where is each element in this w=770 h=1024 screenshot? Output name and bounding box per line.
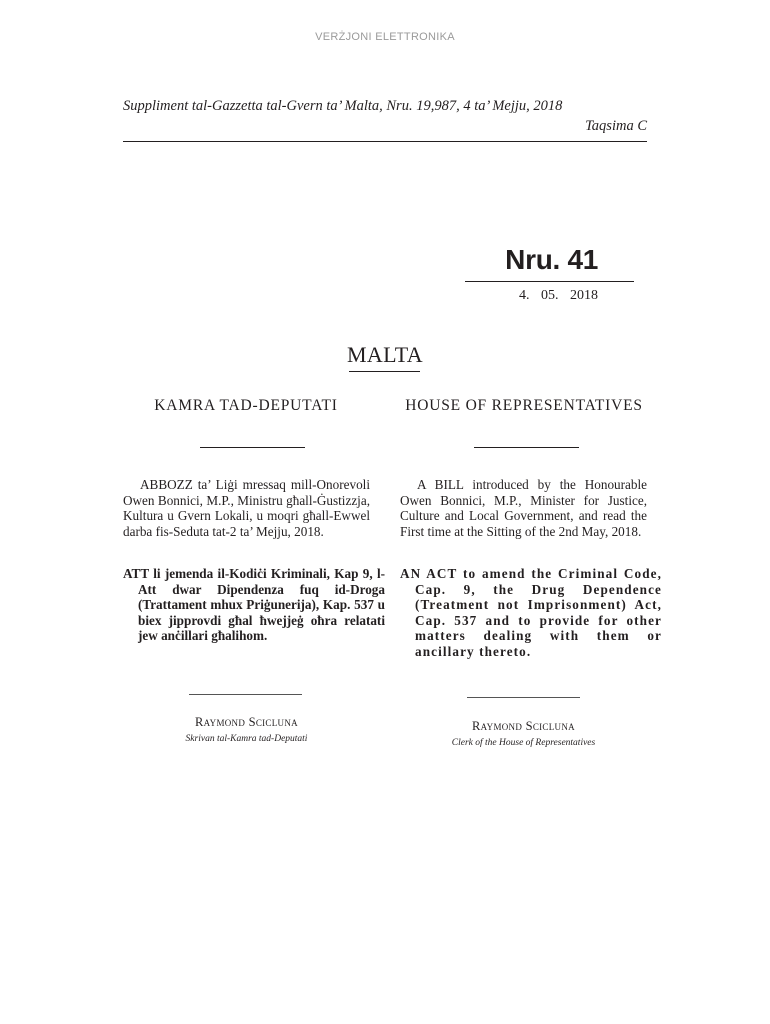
electronic-version-watermark: VERŻJONI ELETTRONIKA (315, 31, 455, 43)
bill-number-rule (465, 281, 634, 282)
country-heading: MALTA (347, 342, 423, 367)
english-bill-intro: A BILL introduced by the Honourable Owen Bonnici, M.P., Minister for Justice, Culture and Local Government, and read the First time at the Sitting of the 2nd May, 2018. (400, 477, 647, 539)
english-signatory-name: Raymond Scicluna (472, 719, 575, 733)
bill-date: 4. 05. 2018 (519, 288, 598, 303)
country-heading-rule (349, 371, 420, 372)
english-house-heading: HOUSE OF REPRESENTATIVES (405, 397, 643, 414)
maltese-bill-intro: ABBOZZ ta’ Liġi mressaq mill-Onorevoli Owen Bonnici, M.P., Ministru għall-Ġustizzja, Kultura u Gvern Lokali, u moqri għall-Ewwel darba fis-Seduta tat-2 ta’ Mejju, 2018. (123, 477, 370, 539)
maltese-house-heading: KAMRA TAD-DEPUTATI (154, 397, 338, 414)
maltese-signature-rule (189, 694, 302, 695)
maltese-signatory-name: Raymond Scicluna (195, 715, 298, 729)
gazette-supplement-line: Suppliment tal-Gazzetta tal-Gvern ta’ Malta, Nru. 19,987, 4 ta’ Mejju, 2018 (123, 98, 563, 114)
english-signature-rule (467, 697, 580, 698)
english-bill-title: AN ACT to amend the Criminal Code, Cap. 9, the Drug Dependence (Treatment not Imprisonment) Act, Cap. 537 and to provide for other matters dealing with them or ancillary thereto. (400, 566, 662, 659)
maltese-bill-title: ATT li jemenda il-Kodiċi Kriminali, Kap 9, l-Att dwar Dipendenza fuq id-Droga (Trattament mhux Priġunerija), Kap. 537 u biex jipprovdi għal ħwejjeġ oħra relatati jew anċillari għalihom. (123, 566, 385, 644)
english-heading-rule (474, 447, 579, 448)
header-rule (123, 141, 647, 142)
gazette-section-label: Taqsima C (585, 118, 647, 134)
english-signatory-role: Clerk of the House of Representatives (451, 738, 596, 748)
bill-number: Nru. 41 (505, 244, 598, 275)
maltese-heading-rule (200, 447, 305, 448)
maltese-signatory-role: Skrivan tal-Kamra tad-Deputati (185, 734, 308, 744)
